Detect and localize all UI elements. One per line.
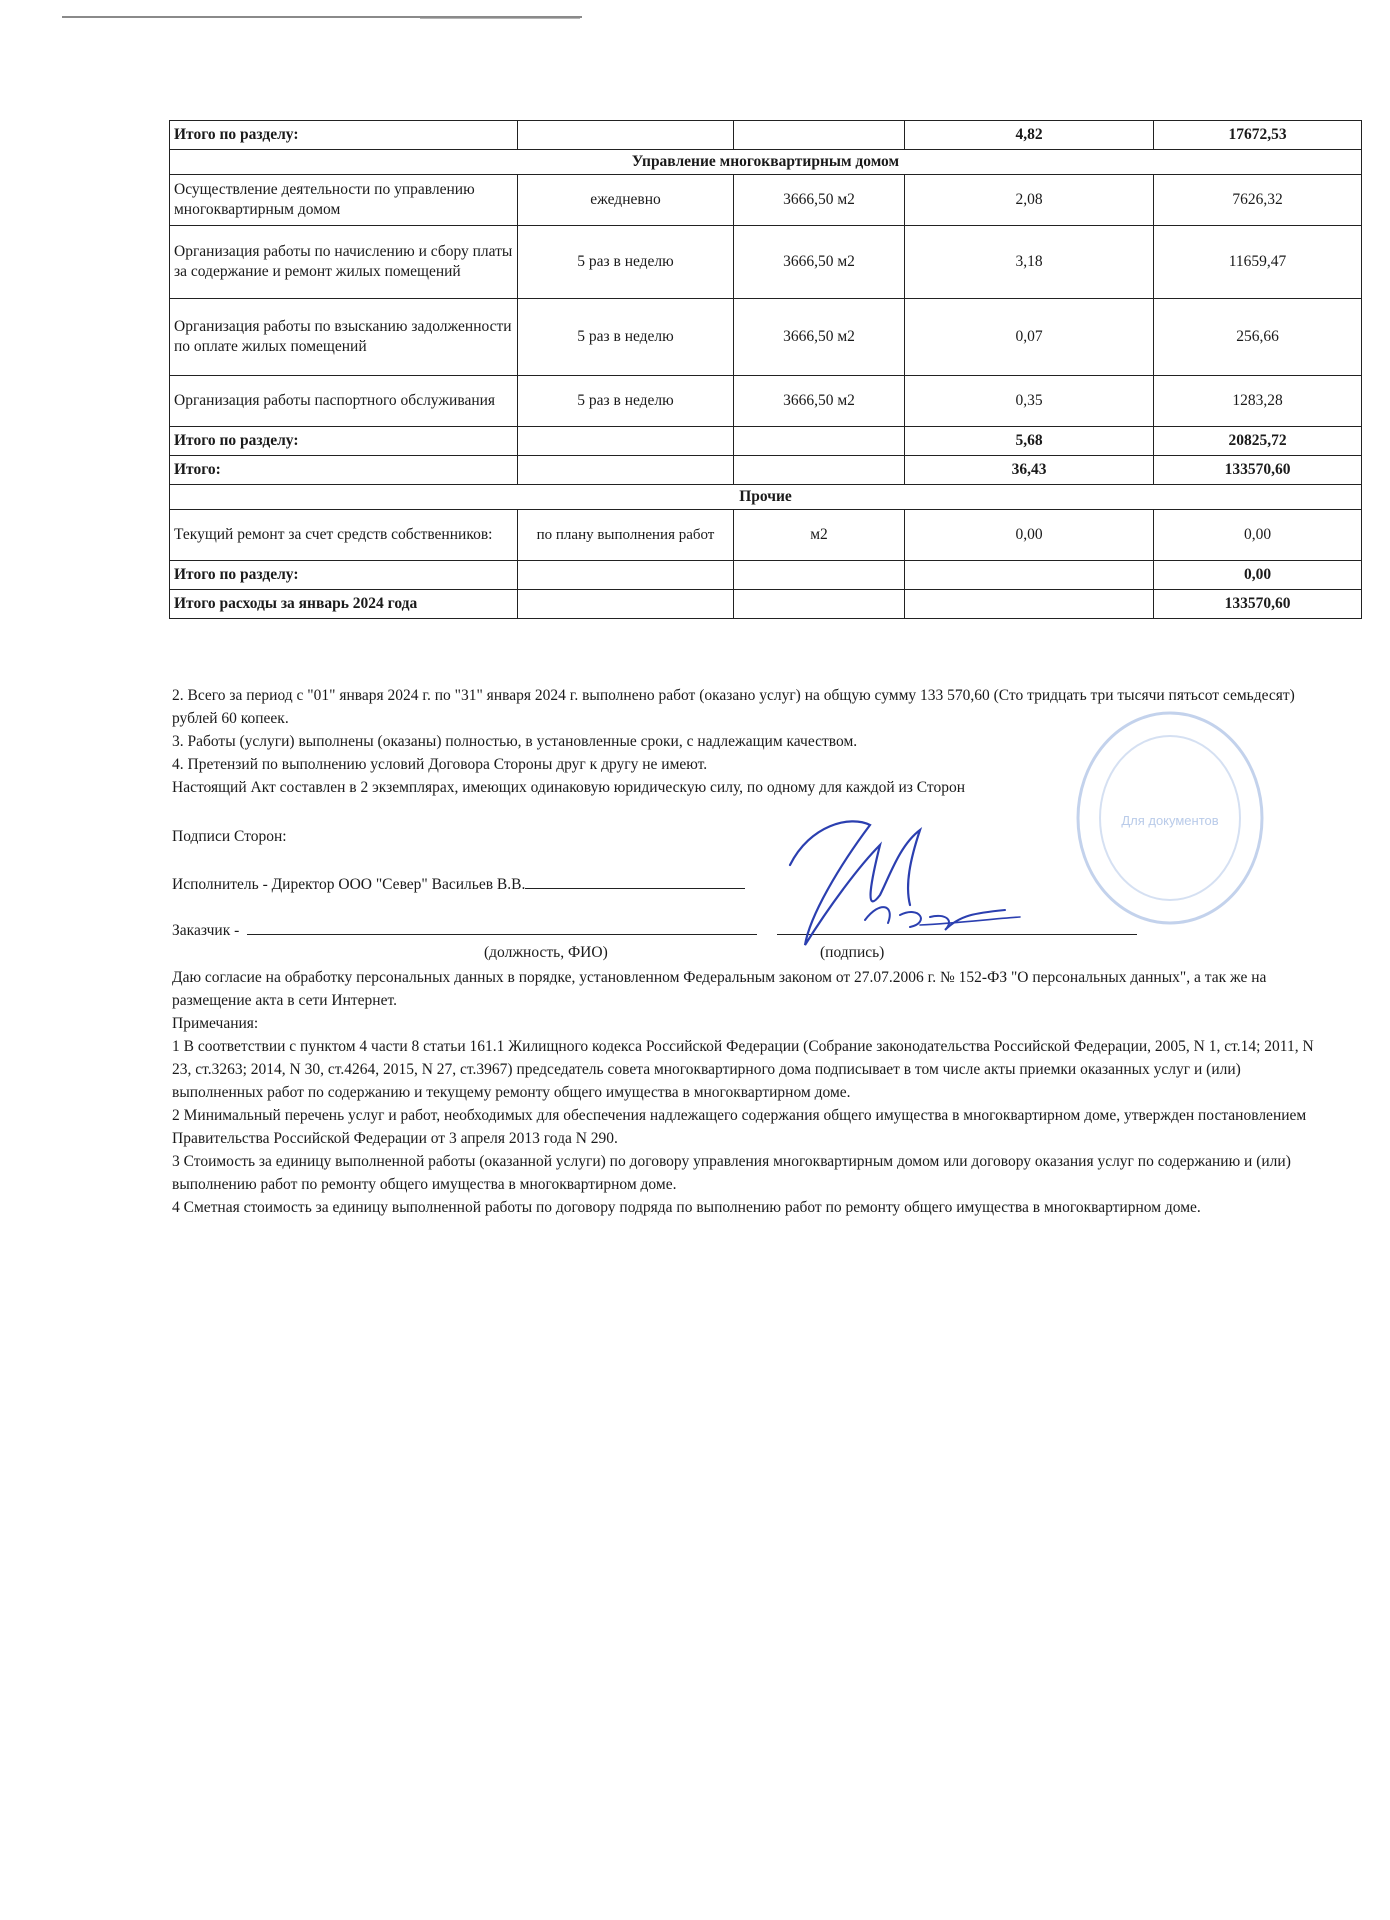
sum-cell: 20825,72 [1154, 427, 1362, 456]
period-cell: 5 раз в неделю [518, 376, 734, 427]
area-cell: 3666,50 м2 [734, 226, 905, 299]
section-title: Управление многоквартирным домом [170, 150, 1362, 175]
seal-stamp [1070, 700, 1270, 930]
note-4: 4 Сметная стоимость за единицу выполненной работы по договору подряда по выполнению работ по ремонту общего имущества в многоквартирном доме. [172, 1199, 1201, 1216]
table-row [170, 456, 1362, 485]
paragraph-total: 2. Всего за период с "01" января 2024 г. по "31" января 2024 г. выполнено работ (оказано услуг) на общую сумму 133 570,60 (Сто тридцать три тысячи пятьсот семьдесят) рублей 60 копеек. [172, 687, 1295, 727]
row-label: Итого по разделу: [170, 121, 518, 150]
area-cell: 3666,50 м2 [734, 175, 905, 226]
handwritten-signature [770, 805, 1030, 955]
service-name: Организация работы по взысканию задолженности по оплате жилых помещений [170, 299, 518, 376]
sum-cell: 7626,32 [1154, 175, 1362, 226]
customer-label: Заказчик - [172, 922, 240, 939]
table-row [170, 175, 1362, 226]
rate-cell: 5,68 [905, 427, 1154, 456]
paragraph-quality: 3. Работы (услуги) выполнены (оказаны) полностью, в установленные сроки, с надлежащим качеством. [172, 733, 858, 750]
area-cell: 3666,50 м2 [734, 376, 905, 427]
executor-label: Исполнитель - Директор ООО "Север" Васильев В.В. [172, 876, 526, 893]
sum-cell: 0,00 [1154, 561, 1362, 590]
sum-cell: 17672,53 [1154, 121, 1362, 150]
sum-cell: 256,66 [1154, 299, 1362, 376]
row-label: Итого по разделу: [170, 561, 518, 590]
table-row [170, 376, 1362, 427]
note-3: 3 Стоимость за единицу выполненной работы (оказанной услуги) по договору управления многоквартирным домом или договору оказания услуг по содержанию и (или) выполнению работ по ремонту общего имущества в многоквартирном доме. [172, 1153, 1291, 1193]
rate-cell: 3,18 [905, 226, 1154, 299]
table-row [170, 561, 1362, 590]
area-cell: 3666,50 м2 [734, 299, 905, 376]
section-title: Прочие [170, 485, 1362, 510]
service-name: Осуществление деятельности по управлению многоквартирным домом [170, 175, 518, 226]
period-cell: по плану выполнения работ [518, 510, 734, 561]
notes-block [172, 966, 1332, 1219]
service-name: Организация работы паспортного обслуживания [170, 376, 518, 427]
sum-cell: 11659,47 [1154, 226, 1362, 299]
caption-signature: (подпись) [820, 944, 885, 961]
signature-underline [525, 874, 745, 889]
table-row [170, 510, 1362, 561]
table-row [170, 226, 1362, 299]
rate-cell: 2,08 [905, 175, 1154, 226]
rate-cell: 4,82 [905, 121, 1154, 150]
caption-position: (должность, ФИО) [484, 944, 608, 961]
paragraph-claims: 4. Претензий по выполнению условий Договора Стороны друг к другу не имеют. [172, 756, 708, 773]
area-cell: м2 [734, 510, 905, 561]
rate-cell: 0,35 [905, 376, 1154, 427]
signatures-heading: Подписи Сторон: [172, 828, 287, 845]
sum-cell: 133570,60 [1154, 590, 1362, 619]
sum-cell: 1283,28 [1154, 376, 1362, 427]
position-underline [247, 920, 757, 935]
row-label: Итого расходы за январь 2024 года [170, 590, 518, 619]
period-cell: 5 раз в неделю [518, 299, 734, 376]
service-name: Организация работы по начислению и сбору платы за содержание и ремонт жилых помещений [170, 226, 518, 299]
period-cell: 5 раз в неделю [518, 226, 734, 299]
service-name: Текущий ремонт за счет средств собственников: [170, 510, 518, 561]
consent-text: Даю согласие на обработку персональных данных в порядке, установленном Федеральным законом от 27.07.2006 г. № 152-ФЗ "О персональных данных", а так же на размещение акта в сети Интернет. [172, 969, 1267, 1009]
stamp-text: Для документов [1121, 813, 1219, 828]
note-2: 2 Минимальный перечень услуг и работ, необходимых для обеспечения надлежащего содержания общего имущества в многоквартирном доме, утвержден постановлением Правительства Российской Федерации от 3 апреля 2013 года N 290. [172, 1107, 1307, 1147]
note-1: 1 В соответствии с пунктом 4 части 8 статьи 161.1 Жилищного кодекса Российской Федерации (Собрание законодательства Российской Федерации, 2005, N 1, ст.14; 2011, N 23, ст.3263; 2014, N 30, ст.4264, 2015, N 27, ст.3967) председатель совета многоквартирного дома подписывает в том числе акты приемки оказанных услуг и (или) выполненных работ по содержанию и текущему ремонту общего имущества в многоквартирном доме. [172, 1038, 1314, 1101]
table-row [170, 299, 1362, 376]
table-row [170, 590, 1362, 619]
rate-cell: 36,43 [905, 456, 1154, 485]
sum-cell: 133570,60 [1154, 456, 1362, 485]
sum-cell: 0,00 [1154, 510, 1362, 561]
rate-cell: 0,00 [905, 510, 1154, 561]
row-label: Итого по разделу: [170, 427, 518, 456]
period-cell: ежедневно [518, 175, 734, 226]
executor-line [172, 874, 745, 894]
services-table [169, 120, 1362, 619]
paragraph-copies: Настоящий Акт составлен в 2 экземплярах, имеющих одинаковую юридическую силу, по одному для каждой из Сторон [172, 779, 966, 796]
table-row [170, 427, 1362, 456]
section-header-row [170, 150, 1362, 175]
scan-edge-line [420, 18, 580, 19]
notes-heading: Примечания: [172, 1015, 259, 1032]
rate-cell: 0,07 [905, 299, 1154, 376]
row-label: Итого: [170, 456, 518, 485]
section-header-row [170, 485, 1362, 510]
table-row [170, 121, 1362, 150]
